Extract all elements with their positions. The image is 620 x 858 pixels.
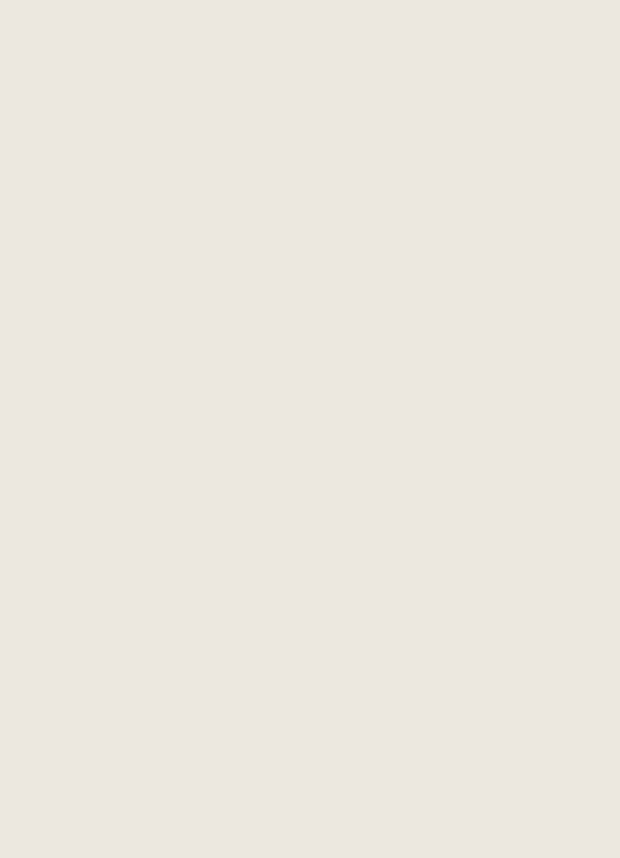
column-right [402,20,594,850]
column-middle [216,20,398,850]
page-header [0,0,620,20]
column-left [28,20,203,850]
